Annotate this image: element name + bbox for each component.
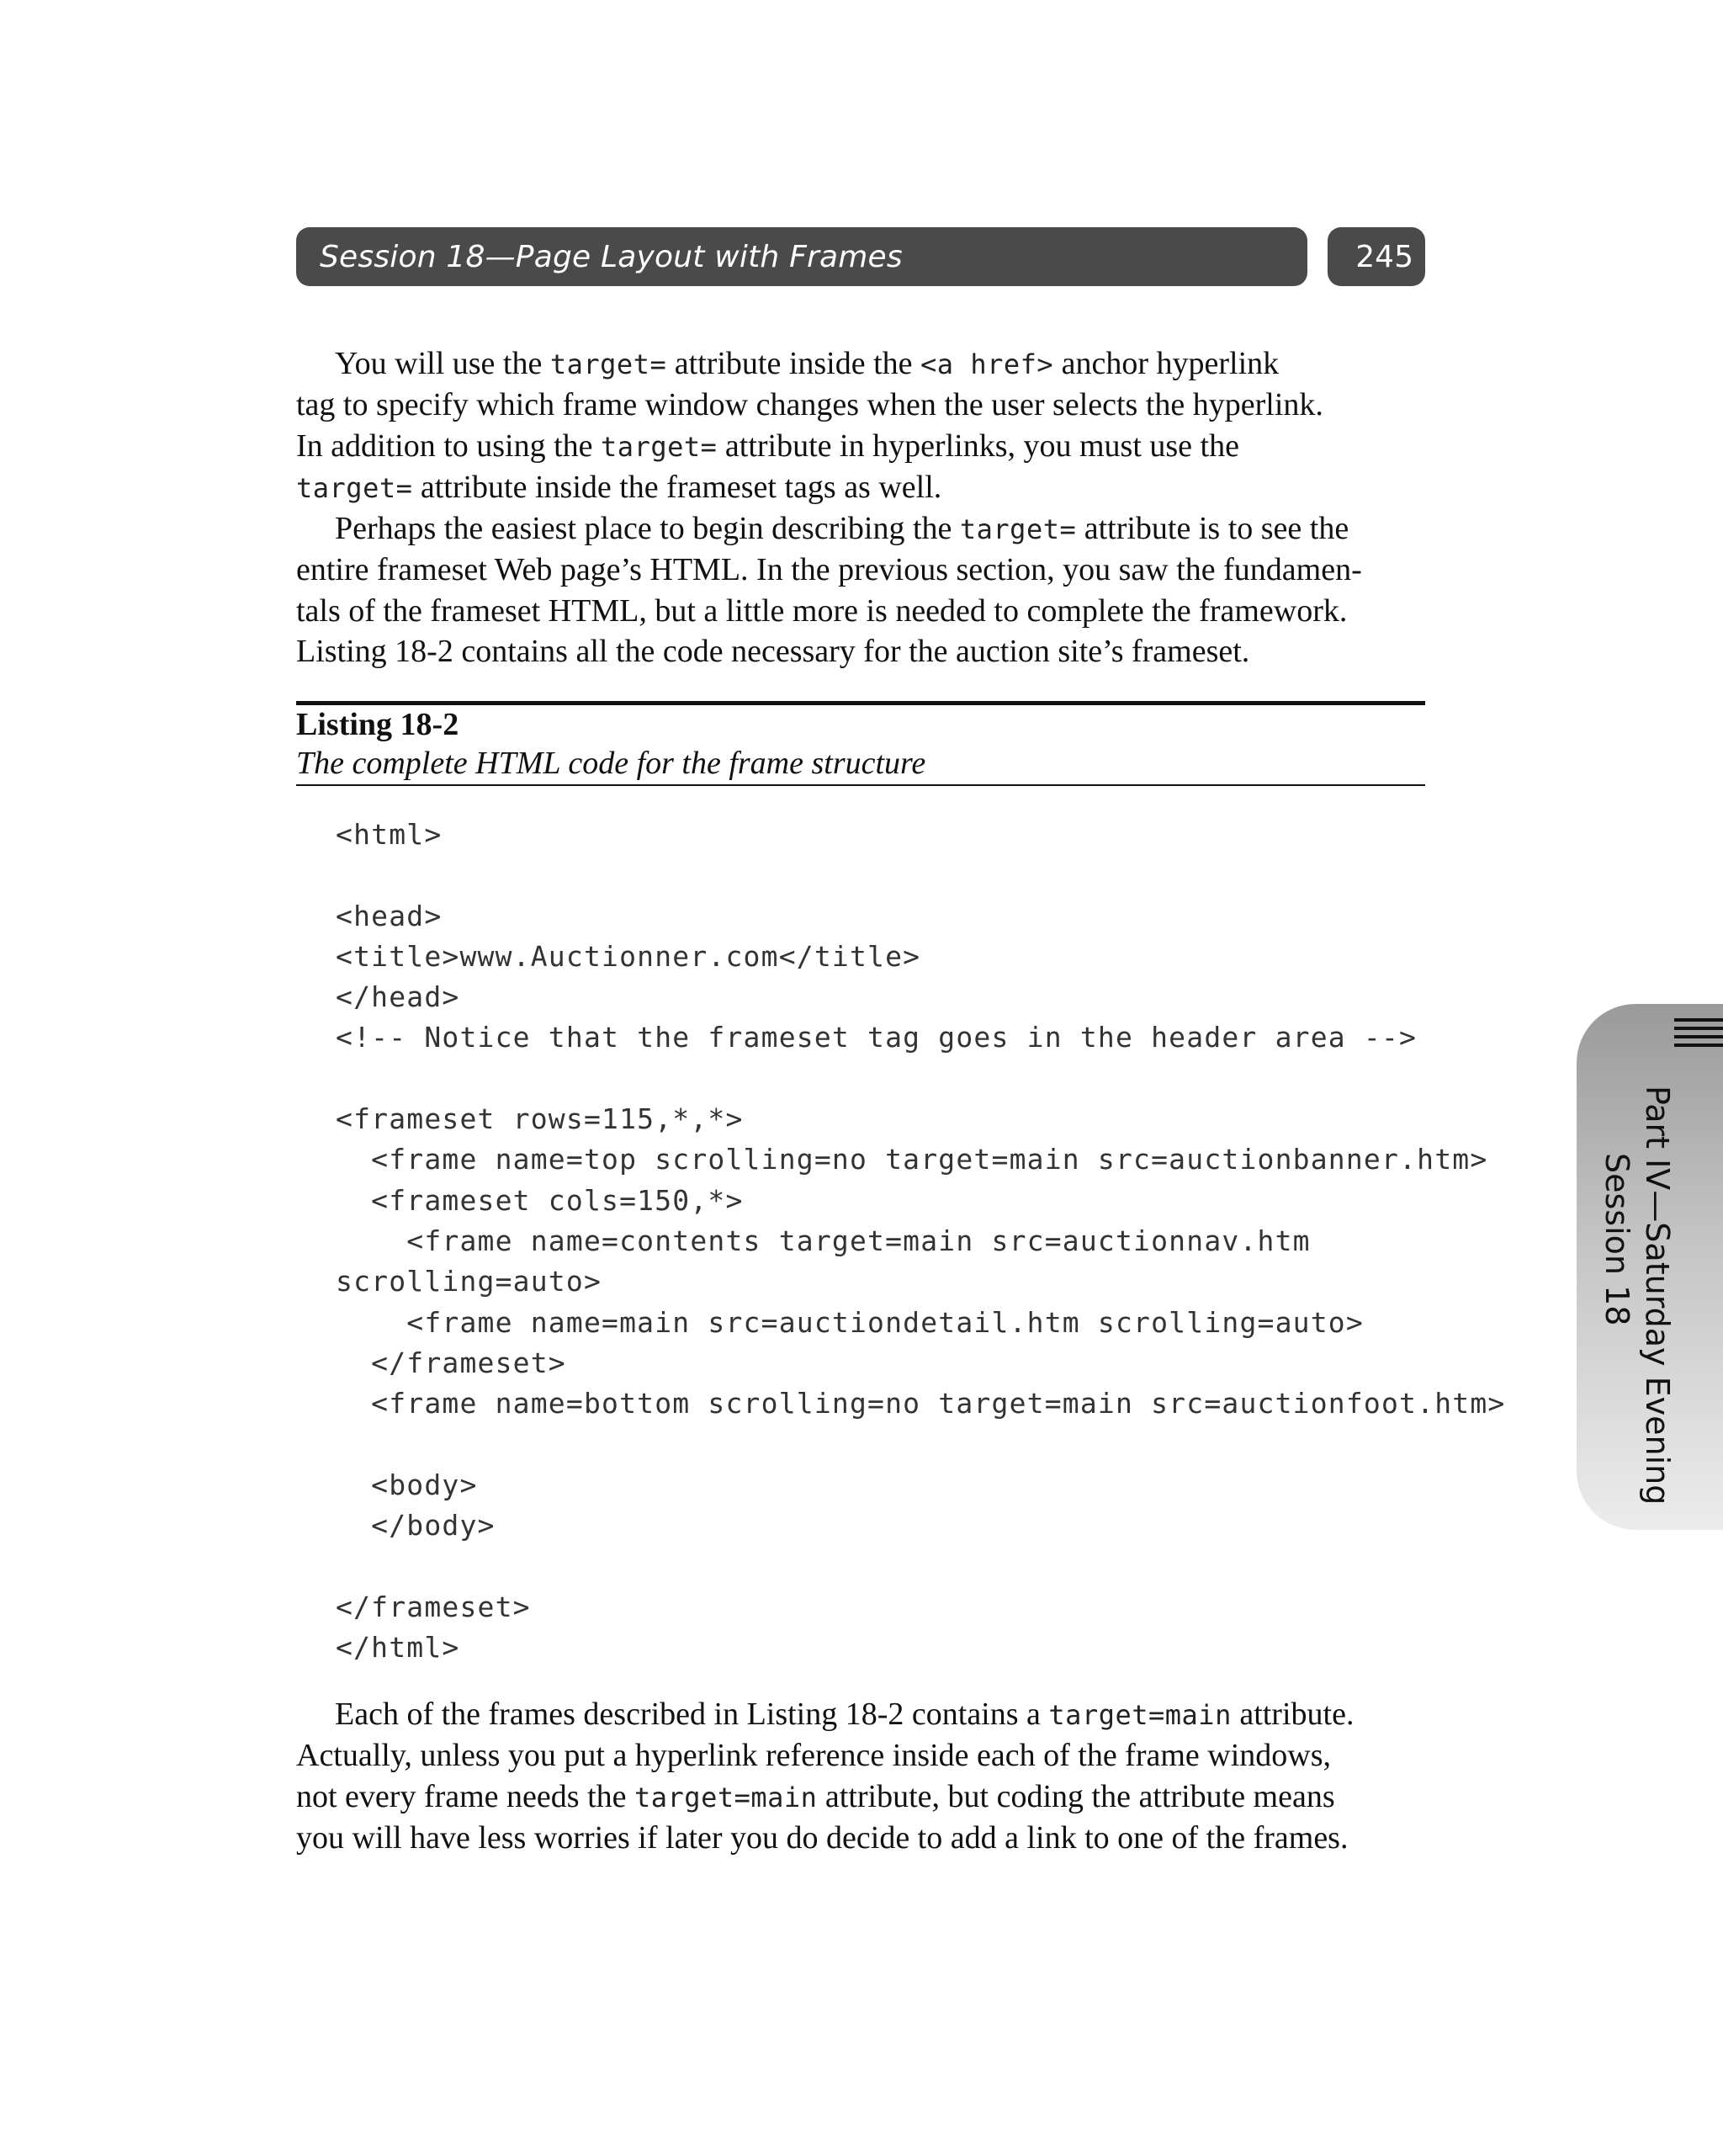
inline-code: target=	[296, 471, 413, 504]
inline-code: target=	[549, 348, 667, 380]
code-line: <frameset cols=150,*>	[336, 1183, 744, 1217]
code-line	[336, 1059, 1505, 1099]
intro-text	[296, 343, 1427, 672]
text-run: anchor hyperlink	[1053, 346, 1280, 381]
listing-caption: The complete HTML code for the frame structure	[296, 746, 926, 781]
text-line	[296, 343, 1427, 385]
code-line: <frame name=bottom scrolling=no target=main src=auctionfoot.htm>	[336, 1387, 1506, 1421]
text-run: Each of the frames described in Listing 18-2 contains a	[335, 1697, 1049, 1732]
page-number: 245	[1355, 239, 1413, 274]
text-line: tag to specify which frame window changes when the user selects the hyperlink.	[296, 387, 1323, 423]
code-line: </html>	[336, 1630, 460, 1664]
code-line	[336, 1546, 1505, 1586]
text-line: Listing 18-2 contains all the code necessary for the auction site’s frameset.	[296, 634, 1250, 670]
inline-code: target=	[601, 430, 718, 463]
paragraph-frameset-intro	[296, 508, 1427, 672]
running-header	[296, 227, 1307, 286]
listing-rule-top	[296, 701, 1425, 705]
text-line: Actually, unless you put a hyperlink reference inside each of the frame windows,	[296, 1738, 1332, 1774]
thumb-tab-text	[1583, 1086, 1676, 1505]
thumb-tab-session: Session 18	[1598, 1153, 1636, 1326]
closing-text	[296, 1694, 1427, 1858]
text-run: attribute inside the frameset tags as well.	[412, 469, 942, 505]
inline-code: target=main	[634, 1781, 818, 1813]
text-line	[296, 426, 1427, 467]
text-run: not every frame needs the	[296, 1778, 634, 1814]
text-run: attribute, but coding the attribute means	[817, 1778, 1335, 1814]
code-line: </body>	[336, 1509, 496, 1543]
text-run: attribute in hyperlinks, you must use the	[717, 427, 1239, 464]
listing-rule-bottom	[296, 784, 1425, 786]
code-line: <!-- Notice that the frameset tag goes in the header area -->	[336, 1021, 1418, 1054]
listing-label: Listing 18-2	[296, 707, 459, 742]
code-line: <frame name=main src=auctiondetail.htm scrolling=auto>	[336, 1305, 1364, 1339]
thumb-tab-part: Part IV—Saturday Evening	[1639, 1086, 1676, 1505]
code-line: scrolling=auto>	[336, 1265, 602, 1298]
text-line	[296, 1776, 1427, 1818]
code-line	[336, 855, 1505, 895]
paragraph-target-attribute	[296, 343, 1427, 508]
code-line: <frameset rows=115,*,*>	[336, 1102, 744, 1136]
text-run: Perhaps the easiest place to begin describing the	[335, 511, 960, 547]
inline-code: <a href>	[920, 348, 1054, 380]
code-line: <html>	[336, 818, 443, 851]
paragraph-target-main	[296, 1694, 1427, 1858]
text-run: attribute inside the	[666, 346, 921, 381]
inline-code: target=	[959, 513, 1077, 546]
code-line: <head>	[336, 899, 443, 932]
code-line: <body>	[336, 1468, 478, 1501]
text-run: In addition to using the	[296, 427, 602, 464]
text-run: attribute is to see the	[1076, 511, 1349, 547]
code-line: <title>www.Auctionner.com</title>	[336, 939, 921, 973]
code-line	[336, 1424, 1505, 1464]
code-line: </head>	[336, 980, 460, 1014]
text-line: you will have less worries if later you do decide to add a link to one of the frames.	[296, 1819, 1349, 1856]
code-listing	[336, 815, 1505, 1668]
text-line	[296, 467, 1427, 508]
text-run: attribute.	[1231, 1697, 1355, 1732]
text-line: tals of the frameset HTML, but a little more is needed to complete the framework.	[296, 592, 1348, 629]
text-run: You will use the	[335, 346, 550, 381]
text-line: entire frameset Web page’s HTML. In the previous section, you saw the fundamen-	[296, 552, 1362, 588]
code-line: </frameset>	[336, 1346, 566, 1379]
code-line: <frame name=top scrolling=no target=main src=auctionbanner.htm>	[336, 1143, 1488, 1176]
code-line: </frameset>	[336, 1590, 531, 1623]
text-line	[296, 508, 1427, 550]
thumb-tab-lines-icon	[1674, 1018, 1723, 1052]
text-line	[296, 1694, 1427, 1735]
inline-code: target=main	[1048, 1699, 1232, 1731]
page-number-box	[1328, 227, 1425, 286]
running-header-title: Session 18—Page Layout with Frames	[320, 239, 903, 274]
code-line: <frame name=contents target=main src=auctionnav.htm	[336, 1224, 1311, 1257]
